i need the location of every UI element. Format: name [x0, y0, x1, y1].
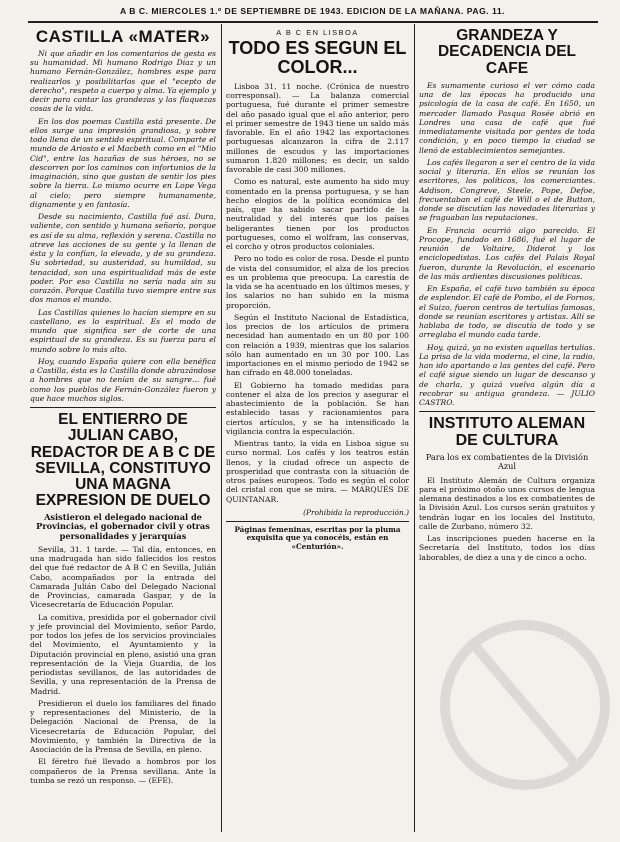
- article-paragraph: Desde su nacimiento, Castilla fué así. Dura, valiente, con sentido y humana señorío, porque es así de su alma, reflexión y serena. Castilla no atreve las acciones de su gente y la llenan de ésta y la confían, la elevada, y de su grandeza. Su sobriedad, su austeridad, su humildad, su tenacidad, son una espiritualidad más de este poder. Por eso Castilla no sería nada sin su corazón. Porque Castilla tuvo siempre entre sus dos manos el mundo.: [30, 212, 216, 305]
- article-paragraph: En España, el café tuvo también su época de esplendor. El café de Pombo, el de Fornos, el Suizo, fueron centros de tertulias famosas, donde se reunían escritores y artistas. Allí se hablaba de todo, se discutía de todo y se arreglaba el mundo cada tarde.: [419, 284, 595, 340]
- article-paragraph: El féretro fué llevado a hombros por los compañeros de la Prensa sevillana. Ante la tumba se rezó un responso. — (EFE).: [30, 757, 216, 785]
- article-paragraph: La comitiva, presidida por el gobernador civil y jefe provincial del Movimiento, señor Pardo, por todos los jefes de los servicios provinciales del Movimiento, el Ayuntamiento y la Diputación provincial en pleno, asistió una gran representación de la Vieja Guardia, de los periodistas sevillanos, de las autoridades de Sevilla, y una representación de la Prensa de Madrid.: [30, 612, 216, 696]
- article-paragraph: El Instituto Alemán de Cultura organiza para el próximo otoño unos cursos de lengua alemana destinados a los ex combatientes de la División Azul. Los cursos serán gratuitos y tendrán lugar en los locales del Instituto, calle de Zurbano, número 32.: [419, 475, 595, 531]
- article-title: EL ENTIERRO DE JULIAN CABO, REDACTOR DE A B C DE SEVILLA, CONSTITUYO UNA MAGNA EXPRESION DE DUELO: [30, 411, 216, 510]
- article-paragraph: Sevilla, 31. 1 tarde. — Tal día, entonces, en una madrugada han sido fallecidos los restos del que fué redactor de A B C en Sevilla, Julián Cabo, acompañados por la entrada del Camarada Julián Cabo del Delegado Nacional de Provincias, camarada Gaspar, y de la Vicesecretaría de Educación Popular.: [30, 544, 216, 610]
- footer-note: Páginas femeninas, escritas por la pluma exquisita que ya conocéis, están en «Centurión».: [234, 524, 401, 552]
- article-divider: [30, 407, 216, 408]
- article-instituto-aleman: [419, 416, 595, 562]
- header-rule: [28, 21, 598, 23]
- article-paragraph: Ni que añadir en los comentarios de gesta es su humanidad. Mi humano Rodrigo Diaz y un humano Fernán-González, hombres espe para realizarlos y posibilitarlos que el "ecepto de derecho", respeto a cuerpo y alma. Ya ejemplo y decir para cantar las grandezas y las flaquezas cosas de la vida.: [30, 48, 216, 114]
- article-paragraph: Las Castillas quienes lo hacían siempre en su castellano, es lo espiritual. Es el modo de mundo que significa ser de corte de una espiritual de su grandeza. Es su fuerza para el mundo sobre lo más alto.: [30, 307, 216, 354]
- article-paragraph: El Gobierno ha tomado medidas para contener el alza de los precios y asegurar el abastecimiento de la población. Se han establecido tasas y racionamientos para ciertos artículos, y se ha intensificado la vigilancia contra la especulación.: [226, 380, 409, 436]
- article-paragraph: Hoy, quizá, ya no existen aquellas tertulias. La prisa de la vida moderna, el cine, la radio, han ido apartando a las gentes del café. Pero el café sigue siendo un lugar de descanso y de charla, y quizá vuelva algún día a recobrar su antigua grandeza. — JULIO CASTRO.: [419, 342, 595, 408]
- article-castilla-mater: [30, 28, 216, 403]
- article-title: GRANDEZA Y DECADENCIA DEL CAFE: [437, 27, 577, 77]
- article-lede: Asistieron el delegado nacional de Provincias, el gobernador civil y otras personalidades y jerarquías: [36, 511, 210, 541]
- column-left: [30, 25, 216, 830]
- column-rule-1: [221, 24, 222, 832]
- reproduction-notice: (Prohibida la reproducción.): [303, 507, 409, 517]
- article-paragraph: Según el Instituto Nacional de Estadística, los precios de los artículos de primera necesidad han aumentado en un 80 por 100 con relación a 1939, mientras que los salarios sólo han aumentado en un 30 por 100. Las importaciones en el mismo periodo de 1942 se han cifrado en 48.000 toneladas.: [226, 312, 409, 378]
- article-paragraph: En los dos poemas Castilla está presente. De ellos surge una impresión grandiosa, y sobre todo llena de un sentido espiritual. Comparte el mundo de Ariosto e el Macbeth como en el "Mio Cid", entre las hazañas de sus héroes, no se descorren por los caminos con infortunios de la imaginación, sino que gustan de sentir los pies sobre la tierra. Lo mismo ocurre en Lope Vega al cielo; pero siempre humanamente, dignamente y en fantasía.: [30, 116, 216, 209]
- article-divider: [419, 411, 595, 412]
- article-paragraph: En Francia ocurrió algo parecido. El Procope, fundado en 1686, fué el lugar de reunión de Voltaire, Diderot y los enciclopedistas. Los cafés del Palais Royal fueron, durante la Revolución, el escenario de las más ardientes discusiones políticas.: [419, 225, 595, 281]
- article-paragraph: Lisboa 31, 11 noche. (Crónica de nuestro corresponsal). — La balanza comercial portuguesa, fué durante el primer semestre del año pasado igual que el año anterior, pero el primer semestre de 1943 tiene un saldo más favorable. En el año 1942 las exportaciones portuguesas alcanzaron la cifra de 2.117 millones de escudos y las importaciones sumaron 1.820 millones; es decir, un saldo favorable de casi 300 millones.: [226, 81, 409, 175]
- article-paragraph: Hoy, cuando España quiere con ella benéfica a Castilla, ésta es la Castilla donde abrazándose a hombres que no tenían de su sangre... fué como los pueblos de Fernán-González fueron y que hace muchos siglos.: [30, 356, 216, 403]
- running-head: A B C. MIERCOLES 1.º DE SEPTIEMBRE DE 1943. EDICION DE LA MAÑANA. PAG. 11.: [119, 6, 506, 16]
- article-lede: Para los ex combatientes de la División Azul: [425, 451, 589, 472]
- article-paragraph: Pero no todo es color de rosa. Desde el punto de vista del consumidor, el alza de los precios es un problema que preocupa. La carestía de la vida se ha acentuado en los últimos meses, y los salarios no han subido en la misma proporción.: [226, 254, 409, 310]
- article-paragraph: Como es natural, este aumento ha sido muy comentado en la prensa portuguesa, y se han hecho elogios de la política económica del país, que ha sabido sacar partido de la neutralidad y del interés que los países beligerantes tienen por los productos portugueses, como el wolfram, las conservas, el corcho y otros productos coloniales.: [226, 177, 409, 252]
- article-paragraph: Mientras tanto, la vida en Lisboa sigue su curso normal. Los cafés y los teatros están llenos, y la ciudad ofrece un aspecto de prosperidad que contrasta con la situación de otros países europeos. Todo es según el color del cristal con que se mira. — MARQUÉS DE QUINTANAR.: [226, 439, 409, 504]
- article-paragraph: Los cafés llegaron a ser el centro de la vida social y literaria. En ellos se reunían los escritores, los políticos, los comerciantes. Addison, Congreve, Steele, Pope, Defoe, frecuentaban el café de Will o el de Button, donde se discutían las novedades literarias y se fraguaban las reputaciones.: [419, 157, 595, 223]
- column-rule-2: [414, 24, 415, 832]
- article-entierro-julian-cabo: [30, 412, 216, 785]
- article-paragraph: Presidieron el duelo los familiares del finado y representaciones del Ministerio, de la Delegación Nacional de Prensa, de la Vicesecretaría de Educación Popular, del Movimiento, y también la Directiva de la Asociación de la Prensa de Sevilla, en pleno.: [30, 698, 216, 755]
- column-middle: [226, 25, 409, 830]
- archive-watermark-icon: [430, 580, 620, 830]
- article-divider: [226, 521, 409, 522]
- article-kicker: A B C EN LISBOA: [276, 28, 359, 37]
- article-grandeza-cafe: [419, 28, 595, 407]
- article-title: CASTILLA «MATER»: [35, 27, 211, 46]
- article-paragraph: Es sumamente curioso el ver cómo cada una de las épocas ha producido una psicología de la casa de café. En 1650, un mercader llamado Pasqua Rosée abrió en Londres una casa de café que fué inmediatamente visitada por gentes de toda condición, y en poco tiempo la ciudad se llenó de establecimientos semejantes.: [419, 80, 595, 155]
- article-title: TODO ES SEGUN EL COLOR...: [228, 38, 407, 77]
- article-title: INSTITUTO ALEMAN DE CULTURA: [428, 415, 586, 450]
- article-paragraph: Las inscripciones pueden hacerse en la Secretaría del Instituto, todos los días laborables, de diez a una y de cinco a ocho.: [419, 534, 595, 562]
